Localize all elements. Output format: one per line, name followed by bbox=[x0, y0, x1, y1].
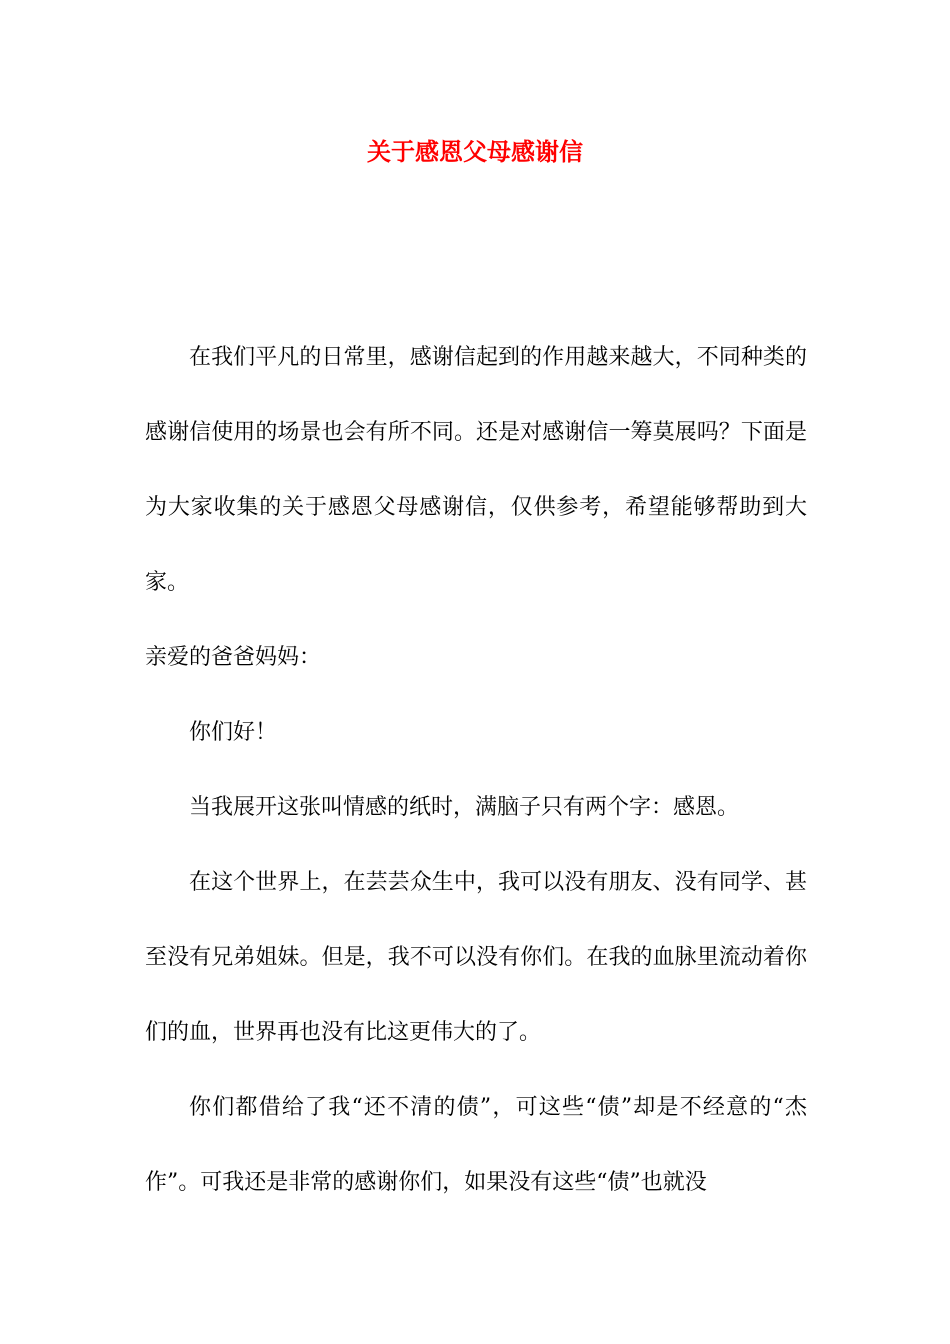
paragraph-gratitude: 当我展开这张叫情感的纸时，满脑子只有两个字：感恩。 bbox=[189, 795, 740, 820]
paragraph-greeting: 你们好！ bbox=[189, 720, 278, 745]
document-body bbox=[145, 320, 807, 1220]
document-title: 关于感恩父母感谢信 bbox=[367, 137, 583, 166]
paragraph-salutation: 亲爱的爸爸妈妈： bbox=[145, 645, 322, 670]
paragraph-world: 在这个世界上，在芸芸众生中，我可以没有朋友、没有同学、甚至没有兄弟姐妹。但是，我不可以没有你们。在我的血脉里流动着你们的血，世界再也没有比这更伟大的了。 bbox=[145, 870, 807, 1045]
paragraph-intro: 在我们平凡的日常里，感谢信起到的作用越来越大，不同种类的感谢信使用的场景也会有所不同。还是对感谢信一筹莫展吗？下面是为大家收集的关于感恩父母感谢信，仅供参考，希望能够帮助到大家。 bbox=[145, 345, 807, 595]
paragraph-debt: 你们都借给了我“还不清的债”，可这些“债”却是不经意的“杰作”。可我还是非常的感谢你们，如果没有这些“债”也就没 bbox=[145, 1095, 807, 1195]
